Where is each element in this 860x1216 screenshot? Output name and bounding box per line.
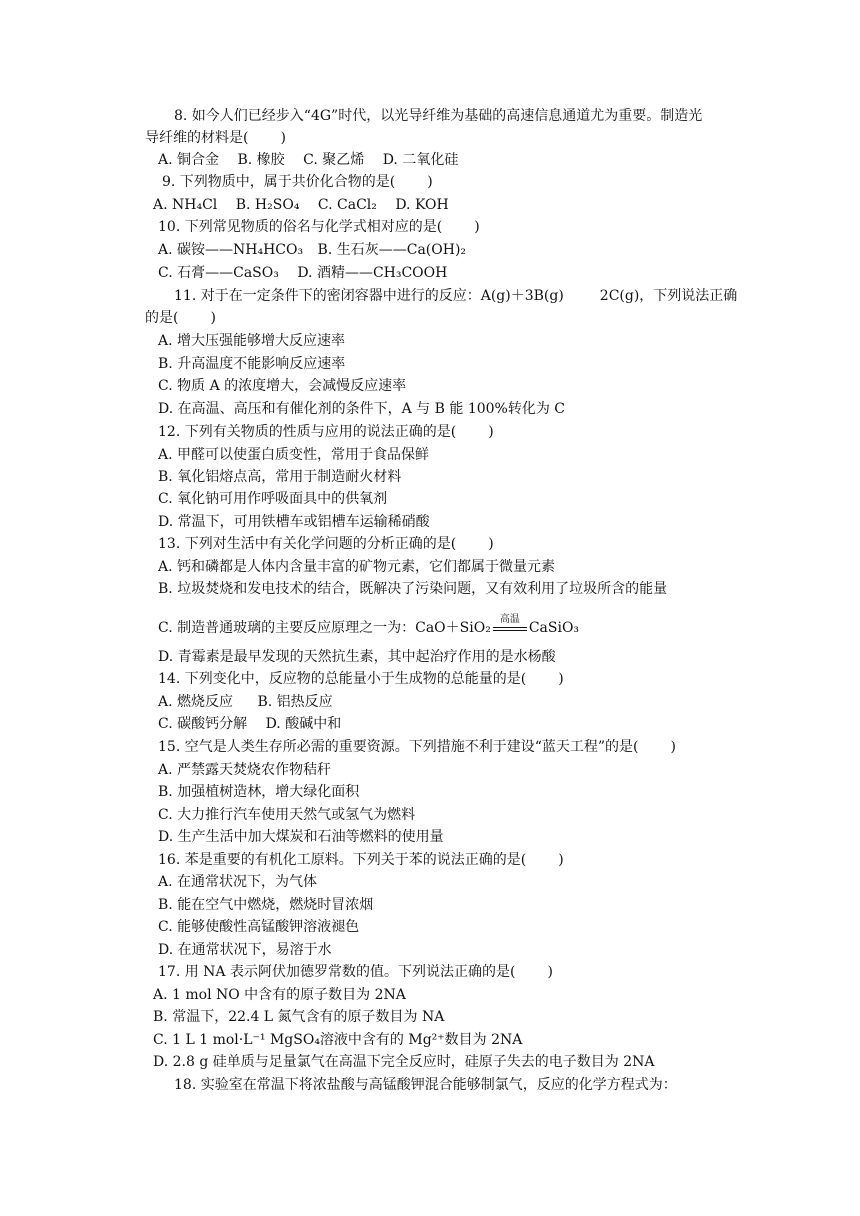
q10-option-b: B. 生石灰——Ca(OH)₂ xyxy=(317,242,467,258)
q16-option-a: A. 在通常状况下，为气体 xyxy=(158,874,318,890)
q16-option-c: C. 能够使酸性高锰酸钾溶液褪色 xyxy=(158,919,360,935)
q8-stem-line2: 导纤维的材料是( ) xyxy=(145,130,286,146)
q11-stem-line1: 11. 对于在一定条件下的密闭容器中进行的反应：A(g)＋3B(g) 2C(g)，下列说法正确 xyxy=(174,288,738,304)
q8-option-d: D. 二氧化硅 xyxy=(382,152,459,168)
q12-option-a: A. 甲醛可以使蛋白质变性，常用于食品保鲜 xyxy=(158,447,430,463)
q10-options-row1 xyxy=(158,240,466,260)
q15-option-b: B. 加强植树造林，增大绿化面积 xyxy=(158,784,360,800)
q18-stem: 18. 实验室在常温下将浓盐酸与高锰酸钾混合能够制氯气，反应的化学方程式为： xyxy=(174,1077,677,1093)
q13-stem: 13. 下列对生活中有关化学问题的分析正确的是( ) xyxy=(158,536,494,552)
q16-stem: 16. 苯是重要的有机化工原料。下列关于苯的说法正确的是( ) xyxy=(158,852,564,868)
q9-options xyxy=(153,195,449,215)
q11-option-c: C. 物质 A 的浓度增大，会减慢反应速率 xyxy=(158,378,407,394)
q11-stem-line2: 的是( ) xyxy=(145,310,216,326)
q14-option-a: A. 燃烧反应 xyxy=(158,694,234,710)
q11-option-d: D. 在高温、高压和有催化剂的条件下，A 与 B 能 100%转化为 C xyxy=(158,401,566,417)
q9-option-b: B. H₂SO₄ xyxy=(235,197,300,213)
q9-option-a: A. NH₄Cl xyxy=(153,197,218,213)
q10-option-d: D. 酒精——CH₃COOH xyxy=(297,265,448,281)
q8-stem-line1: 8. 如今人们已经步入“4G”时代，以光导纤维为基础的高速信息通道尤为重要。制造光 xyxy=(174,108,703,124)
q14-option-d: D. 酸碱中和 xyxy=(265,716,342,732)
q10-stem: 10. 下列常见物质的俗名与化学式相对应的是( ) xyxy=(158,219,480,235)
q9-stem: 9. 下列物质中，属于共价化合物的是( ) xyxy=(162,174,433,190)
q8-options xyxy=(158,150,458,170)
q13-option-c: C. 制造普通玻璃的主要反应原理之一为：CaO＋SiO₂ 高温 CaSiO₃ xyxy=(158,614,580,636)
q9-option-c: C. CaCl₂ xyxy=(317,197,377,213)
reaction-condition: 高温 xyxy=(491,618,529,638)
q14-option-b: B. 铝热反应 xyxy=(257,694,333,710)
q17-option-b: B. 常温下，22.4 L 氮气含有的原子数目为 NA xyxy=(153,1009,445,1025)
q13-option-b: B. 垃圾焚烧和发电技术的结合，既解决了污染问题，又有效利用了垃圾所含的能量 xyxy=(158,581,668,597)
q14-stem: 14. 下列变化中，反应物的总能量小于生成物的总能量的是( ) xyxy=(158,671,564,687)
q15-stem: 15. 空气是人类生存所必需的重要资源。下列措施不利于建设“蓝天工程”的是( ) xyxy=(158,739,676,755)
q10-option-c: C. 石膏——CaSO₃ xyxy=(158,265,279,281)
q12-option-b: B. 氧化铝熔点高，常用于制造耐火材料 xyxy=(158,469,402,485)
q17-option-a: A. 1 mol NO 中含有的原子数目为 2NA xyxy=(153,987,406,1003)
q8-option-b: B. 橡胶 xyxy=(237,152,285,168)
q15-option-c: C. 大力推行汽车使用天然气或氢气为燃料 xyxy=(158,807,416,823)
q13-option-a: A. 钙和磷都是人体内含量丰富的矿物元素，它们都属于微量元素 xyxy=(158,559,556,575)
q10-option-a: A. 碳铵——NH₄HCO₃ xyxy=(158,242,304,258)
q14-options-row2 xyxy=(158,714,341,734)
q8-option-c: C. 聚乙烯 xyxy=(303,152,365,168)
q17-option-c: C. 1 L 1 mol·L⁻¹ MgSO₄溶液中含有的 Mg²⁺数目为 2NA xyxy=(153,1032,523,1048)
q10-options-row2 xyxy=(158,263,447,283)
q17-option-d: D. 2.8 g 硅单质与足量氯气在高温下完全反应时，硅原子失去的电子数目为 2NA xyxy=(153,1054,655,1070)
q12-stem: 12. 下列有关物质的性质与应用的说法正确的是( ) xyxy=(158,424,494,440)
q14-options-row1 xyxy=(158,692,333,712)
q11-option-b: B. 升高温度不能影响反应速率 xyxy=(158,356,346,372)
q17-stem: 17. 用 NA 表示阿伏加德罗常数的值。下列说法正确的是( ) xyxy=(158,964,553,980)
q9-option-d: D. KOH xyxy=(395,197,449,213)
q11-option-a: A. 增大压强能够增大反应速率 xyxy=(158,333,346,349)
q12-option-d: D. 常温下，可用铁槽车或铝槽车运输稀硝酸 xyxy=(158,514,430,530)
q15-option-a: A. 严禁露天焚烧农作物秸秆 xyxy=(158,762,332,778)
q13-option-d: D. 青霉素是最早发现的天然抗生素，其中起治疗作用的是水杨酸 xyxy=(158,649,556,665)
q15-option-d: D. 生产生活中加大煤炭和石油等燃料的使用量 xyxy=(158,829,444,845)
q14-option-c: C. 碳酸钙分解 xyxy=(158,716,248,732)
q16-option-d: D. 在通常状况下，易溶于水 xyxy=(158,942,332,958)
q16-option-b: B. 能在空气中燃烧，燃烧时冒浓烟 xyxy=(158,897,374,913)
q12-option-c: C. 氧化钠可用作呼吸面具中的供氧剂 xyxy=(158,491,388,507)
q8-option-a: A. 铜合金 xyxy=(158,152,220,168)
